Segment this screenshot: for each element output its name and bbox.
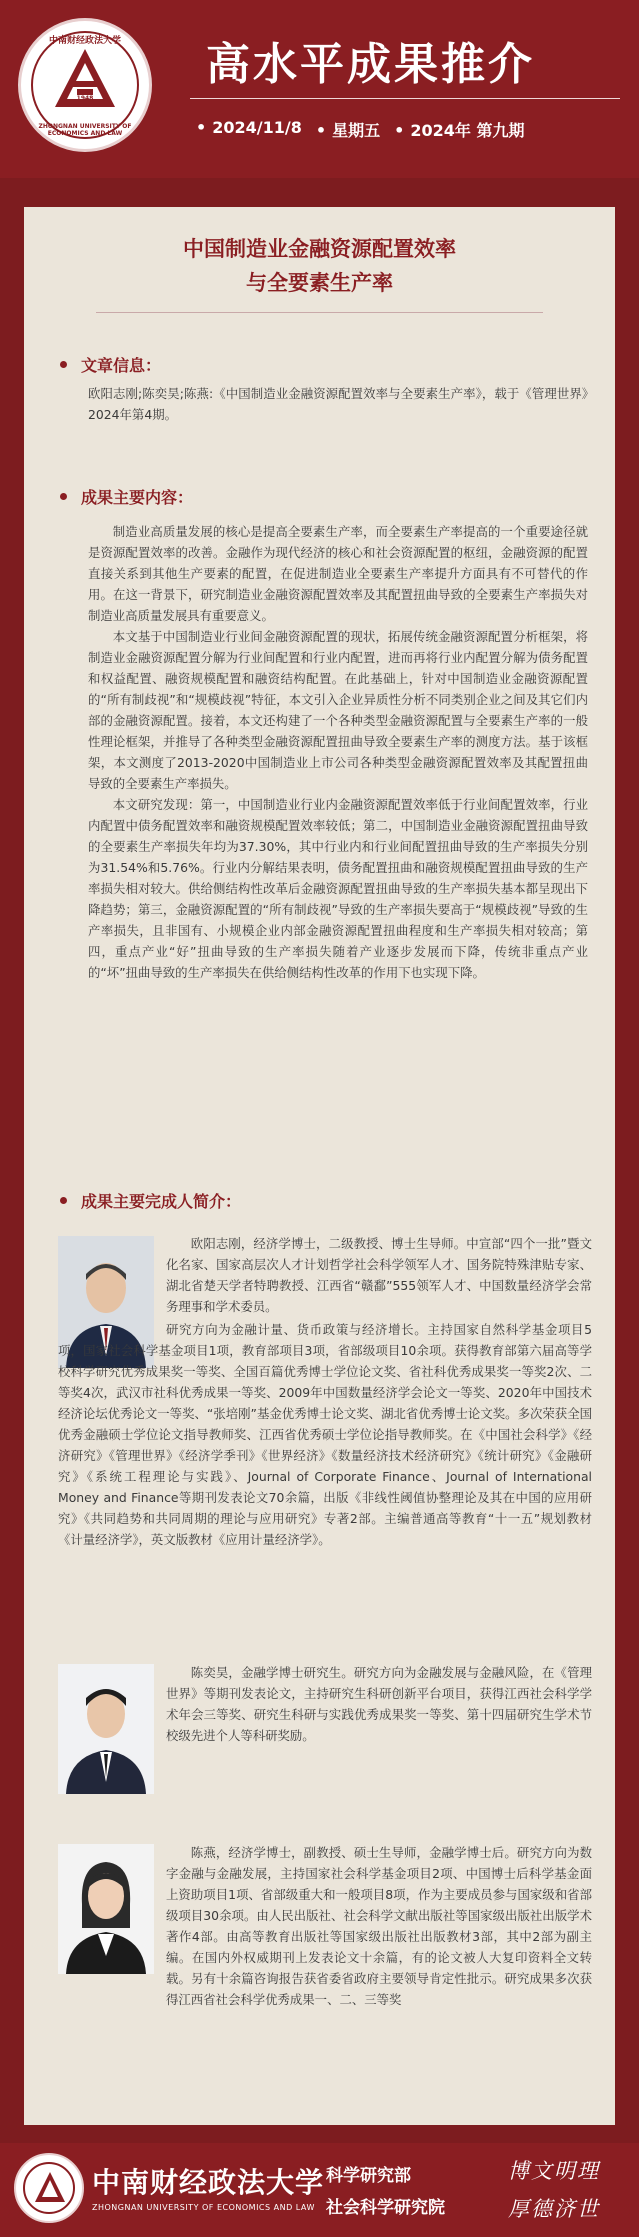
content-paragraph: 本文研究发现：第一，中国制造业行业内金融资源配置效率低于行业间配置效率，行业内配置中债务配置效率和融资规模配置效率较低；第二，中国制造业金融资源配置扭曲导致的全要素生产率损失年均为37.30%，其中行业内和行业间配置扭曲导致的生产率损失分别为31.54%和5.76%。行业内分解结果表明，债务配置扭曲和融资规模配置扭曲导致的生产率损失相对较大。供给侧结构性改革后金融资源配置扭曲导致的生产率损失基本都呈现出下降趋势；第三，金融资源配置的“所有制歧视”导致的生产率损失要高于“规模歧视”导致的生产率损失，且非国有、小规模企业内部金融资源配置扭曲程度和生产率损失相对较高；第四，重点产业“好”扭曲导致的生产率损失随着产业逐步发展而下降，传统非重点产业的“坏”扭曲导致的生产率损失在供给侧结构性改革的作用下也实现下降。 bbox=[88, 797, 588, 980]
author-bio-chenyihao bbox=[166, 1662, 592, 1746]
university-logo bbox=[18, 18, 152, 152]
footer-logo-ring bbox=[23, 2162, 75, 2214]
section-heading-text: 文章信息： bbox=[81, 356, 162, 375]
author-bio-chenyan-top bbox=[166, 1842, 592, 2010]
author-bio: 研究方向为金融计量、货币政策与经济增长。主持国家自然科学基金项目5项，国家社会科学基金项目1项，教育部项目3项，省部级项目10余项。获得教育部第六届高等学校科学研究优秀成果奖一等奖、全国百篇优秀博士学位论文奖、省社科优秀成果奖一等奖2次、二等奖4次，武汉市社科优秀成果一等奖、2009年中国数量经济学会论文一等奖、2020年中国技术经济论坛优秀论文一等奖、“张培刚”基金优秀博士论文奖、湖北省优秀博士论文奖。多次荣获全国优秀金融硕士学位论文指导教师奖、江西省优秀硕士学位论指导教师奖。在《中国社会科学》《经济研究》《管理世界》《经济学季刊》《世界经济》《数量经济技术经济研究》《统计研究》《金融研究》《系统工程理论与实践》、Journal of Corporate Finance、Journal of International Money and Finance等期刊发表论文70余篇，出版《非线性阈值协整理论及其在中国的应用研究》《共同趋势和共同周期的理论与应用研究》专著2部。主编普通高等教育“十一五”规划教材《计量经济学》，英文版教材《应用计量经济学》。 bbox=[58, 1322, 592, 1547]
title-divider bbox=[96, 312, 543, 313]
header-banner bbox=[0, 0, 639, 178]
meta-issue-item bbox=[394, 118, 524, 141]
bullet-icon: • bbox=[315, 121, 327, 140]
author-bio: 陈奕昊，金融学博士研究生。研究方向为金融发展与金融风险，在《管理世界》等期刊发表论文，主持研究生科研创新平台项目，获得江西社会科学学术年会三等奖、研究生科研与实践优秀成果奖一等奖、第十四届研究生学术节校级先进个人等科研奖励。 bbox=[166, 1665, 592, 1743]
issue-date: 2024/11/8 bbox=[212, 118, 302, 137]
meta-weekday-item bbox=[316, 118, 380, 141]
bullet-icon bbox=[60, 493, 67, 500]
bullet-icon: • bbox=[196, 118, 207, 137]
person-portrait-icon bbox=[58, 1664, 154, 1794]
section-heading-authors bbox=[60, 1189, 241, 1212]
section-heading-text: 成果主要完成人简介： bbox=[81, 1192, 242, 1211]
author-bio-ouyang-rest bbox=[58, 1319, 592, 1550]
issue-number: 2024年 第九期 bbox=[410, 121, 525, 140]
bullet-icon bbox=[60, 1197, 67, 1204]
article-title-line2: 与全要素生产率 bbox=[246, 270, 393, 295]
section-heading-text: 成果主要内容： bbox=[81, 488, 194, 507]
footer-dept-research: 科学研究部 bbox=[326, 2166, 411, 2186]
footer-motto-1: 博文明理 bbox=[508, 2159, 600, 2183]
meta-date-item bbox=[196, 118, 302, 141]
author-bio: 陈燕，经济学博士，副教授、硕士生导师，金融学博士后。研究方向为数字金融与金融发展，主持国家社会科学基金项目2项、中国博士后科学基金面上资助项目1项、省部级重大和一般项目8项，作为主要成员参与国家级和省部级项目30余项。由人民出版社、社会科学文献出版社等国家级出版社出版学术著作4部。由高等教育出版社等国家级出版社出版教材3部，其中2部为副主编。在国内外权威期刊上发表论文十余篇，有的论文被人大复印资料全文转载。另有十余篇咨询报告获省委省政府主要领导肯定性批示。研究成果多次获得江西省社会科学优秀成果一、二、三等奖 bbox=[166, 1845, 592, 2007]
page-title: 高水平成果推介 bbox=[206, 39, 535, 90]
footer-motto-2: 厚德济世 bbox=[508, 2197, 600, 2221]
logo-emblem-icon bbox=[33, 33, 137, 137]
bullet-icon bbox=[60, 361, 67, 368]
content-panel bbox=[24, 207, 615, 2125]
issue-weekday: 星期五 bbox=[332, 121, 381, 140]
article-info bbox=[88, 383, 588, 425]
content-paragraph: 制造业高质量发展的核心是提高全要素生产率，而全要素生产率提高的一个重要途径就是资源配置效率的改善。金融作为现代经济的核心和社会资源配置的枢纽，金融资源的配置直接关系到其他生产要素的配置，在促进制造业全要素生产率提升方面具有不可替代的作用。在这一背景下，研究制造业金融资源配置效率及其配置扭曲导致的全要素生产率损失对制造业高质量发展具有重要意义。 bbox=[88, 524, 588, 623]
author-photo-chenyan bbox=[58, 1844, 154, 1974]
content-paragraph: 本文基于中国制造业行业间金融资源配置的现状，拓展传统金融资源配置分析框架，将制造业金融资源配置分解为行业间配置和行业内配置，进而再将行业内配置分解为债务配置和权益配置、融资规模配置和融资结构配置。在此基础上，针对中国制造业金融资源配置的“所有制歧视”和“规模歧视”特征，本文引入企业异质性分析不同类别企业之间及其它们内部的金融资源配置。接着，本文还构建了一个各种类型金融资源配置与全要素生产率的一般性理论框架，并推导了各种类型金融资源配置扭曲导致全要素生产率的测度方法。基于该框架，本文测度了2013-2020中国制造业上市公司各种类型金融资源配置效率及其配置扭曲导致的全要素生产率损失。 bbox=[88, 629, 588, 791]
logo-text-bottom: ZHONGNAN UNIVERSITY OF ECONOMICS AND LAW bbox=[38, 123, 132, 137]
section-heading-info bbox=[60, 353, 161, 376]
section-heading-content bbox=[60, 485, 193, 508]
article-citation: 欧阳志刚;陈奕昊;陈燕:《中国制造业金融资源配置效率与全要素生产率》，载于《管理世界》2024年第4期。 bbox=[88, 386, 588, 422]
logo-year: 1948 bbox=[76, 95, 94, 102]
author-bio-ouyang-top bbox=[166, 1233, 592, 1317]
footer-university-name-en: ZHONGNAN UNIVERSITY OF ECONOMICS AND LAW bbox=[92, 2203, 315, 2212]
author-bio: 欧阳志刚，经济学博士，二级教授、博士生导师。中宣部“四个一批”暨文化名家、国家高层次人才计划哲学社会科学领军人才、国务院特殊津贴专家、湖北省楚天学者特聘教授、江西省“赣鄱”555领军人才、中国数量经济学会常务理事和学术委员。 bbox=[166, 1236, 592, 1314]
logo-text-top: 中南财经政法大学 bbox=[48, 36, 121, 46]
logo-emblem-icon bbox=[25, 2164, 75, 2214]
footer-university-name: 中南财经政法大学 bbox=[92, 2166, 325, 2199]
content-body bbox=[88, 521, 588, 983]
article-title-line1: 中国制造业金融资源配置效率 bbox=[183, 236, 456, 261]
footer-dept-institute: 社会科学研究院 bbox=[326, 2198, 445, 2218]
footer-banner bbox=[0, 2143, 639, 2237]
footer-logo bbox=[14, 2153, 84, 2223]
issue-meta bbox=[196, 118, 626, 141]
header-divider bbox=[190, 98, 620, 99]
bullet-icon: • bbox=[394, 121, 405, 140]
person-portrait-icon bbox=[58, 1844, 154, 1974]
author-photo-chenyihao bbox=[58, 1664, 154, 1794]
